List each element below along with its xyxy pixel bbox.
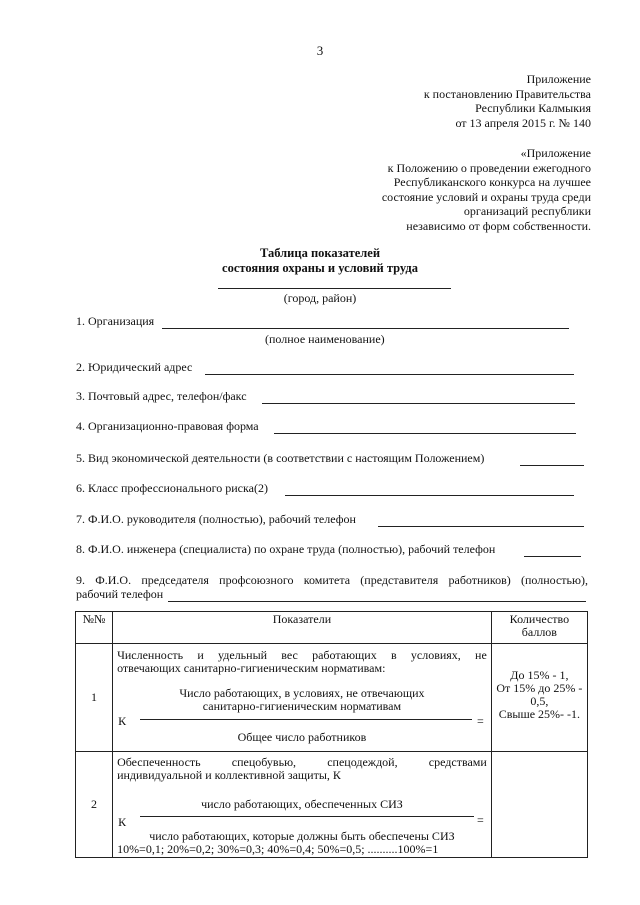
risk-class-input-line[interactable]: [285, 495, 574, 496]
regulation-reference: [271, 146, 591, 233]
formula-equals: =: [477, 813, 484, 827]
table-row: [76, 752, 588, 858]
row-number: 2: [76, 752, 113, 858]
indicator-cell: [113, 644, 492, 752]
fraction-line: [140, 816, 474, 817]
indicator-text: индивидуальной и коллективной защиты, К: [117, 768, 341, 782]
formula-k: К: [118, 815, 127, 829]
organization-caption: (полное наименование): [265, 332, 385, 346]
reference-line: Республиканского конкурса на лучшее: [393, 175, 591, 189]
activity-label: 5. Вид экономической деятельности (в соответствии с настоящим Положением): [76, 451, 485, 465]
reference-line: независимо от форм собственности.: [406, 218, 591, 233]
title-line: состояния охраны и условий труда: [222, 260, 418, 275]
head-input-line[interactable]: [378, 526, 584, 527]
approval-line: к постановлению Правительства: [423, 86, 591, 101]
indicator-cell: [113, 752, 492, 858]
table-row: [76, 644, 588, 752]
formula-denominator: Общее число работников: [237, 730, 367, 744]
approval-line: Республики Калмыкия: [475, 101, 591, 115]
score-cell: [491, 644, 587, 752]
legal-form-input-line[interactable]: [274, 433, 576, 434]
row-number: 1: [76, 644, 113, 752]
reference-line: состояние условий и охраны труда среди: [381, 189, 591, 204]
header-score-line: Количество: [509, 612, 570, 626]
postal-address-input-line[interactable]: [262, 403, 575, 404]
approval-block: [291, 72, 591, 130]
head-label: 7. Ф.И.О. руководителя (полностью), рабочий телефон: [76, 512, 356, 526]
legal-form-label: 4. Организационно-правовая форма: [76, 419, 259, 433]
organization-label: 1. Организация: [76, 314, 155, 328]
formula-equals: =: [477, 714, 484, 728]
legal-address-input-line[interactable]: [205, 374, 574, 375]
activity-input-line[interactable]: [520, 465, 584, 466]
engineer-input-line[interactable]: [524, 556, 581, 557]
formula-numerator: число работающих, обеспеченных СИЗ: [201, 797, 403, 811]
score-line: До 15% - 1,: [510, 668, 569, 682]
engineer-label: 8. Ф.И.О. инженера (специалиста) по охране труда (полностью), рабочий телефон: [76, 542, 496, 556]
approval-line: Приложение: [526, 72, 591, 86]
city-input-line[interactable]: [218, 288, 451, 289]
table-header-row: [76, 612, 588, 644]
header-score: [491, 612, 587, 644]
organization-input-line[interactable]: [162, 328, 569, 329]
formula-numerator: санитарно-гигиеническим нормативам: [202, 699, 402, 713]
risk-class-label: 6. Класс профессионального риска(2): [76, 481, 268, 495]
union-label: 9. Ф.И.О. председателя профсоюзного комитета (представителя работников) (полностью),: [76, 573, 588, 587]
formula-k: К: [118, 714, 127, 728]
indicator-text: Обеспеченность спецобувью, спецодеждой, средствами: [117, 755, 487, 769]
formula-numerator: Число работающих, в условиях, не отвечающих: [179, 686, 425, 700]
header-indicators: Показатели: [113, 612, 492, 644]
header-number: №№: [76, 612, 113, 644]
union-input-line[interactable]: [168, 601, 586, 602]
fraction-line: [140, 719, 472, 720]
reference-line: «Приложение: [520, 146, 591, 160]
formula-denominator: число работающих, которые должны быть обеспечены СИЗ: [149, 829, 455, 843]
reference-line: организаций республики: [463, 204, 591, 218]
approval-line: от 13 апреля 2015 г. № 140: [455, 115, 591, 130]
document-title: [0, 246, 640, 275]
city-caption: (город, район): [283, 291, 357, 305]
score-line: 0,5,: [530, 694, 549, 708]
legal-address-label: 2. Юридический адрес: [76, 360, 193, 374]
header-score-line: баллов: [521, 625, 557, 639]
indicator-text: отвечающих санитарно-гигиеническим нормативам:: [117, 661, 386, 675]
reference-line: к Положению о проведении ежегодного: [387, 160, 591, 175]
indicators-table: [75, 611, 588, 858]
page-number: 3: [316, 43, 324, 58]
score-scale: 10%=0,1; 20%=0,2; 30%=0,3; 40%=0,4; 50%=0,5; ..........100%=1: [117, 842, 439, 856]
union-label-cont: рабочий телефон: [76, 587, 164, 601]
title-line: Таблица показателей: [259, 246, 381, 260]
score-line: Свыше 25%- -1.: [498, 707, 581, 721]
score-cell: [491, 752, 587, 858]
score-line: От 15% до 25% -: [496, 681, 583, 695]
indicator-text: Численность и удельный вес работающих в условиях, не: [117, 648, 487, 662]
postal-address-label: 3. Почтовый адрес, телефон/факс: [76, 389, 247, 403]
